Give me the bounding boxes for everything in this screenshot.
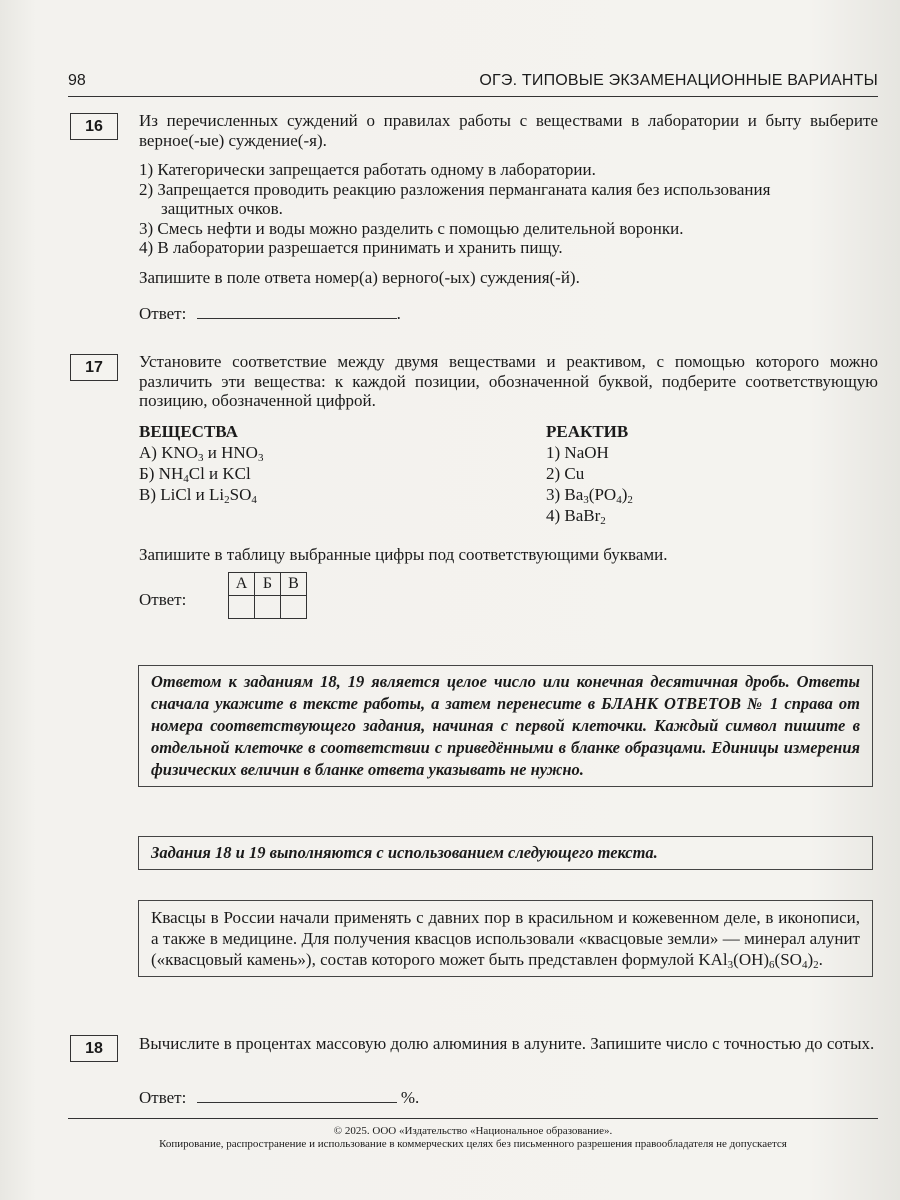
task-16-answer-end: .	[396, 304, 401, 323]
page-footer	[68, 1118, 878, 1151]
reagent-3: 3) $Ba_3(PO_4)_2$	[546, 485, 633, 506]
footer-notice: Копирование, распространение и использование в коммерческих целях без письменного разрешения правообладателя не допускается	[159, 1138, 787, 1150]
task-16-option-4: 4) В лаборатории разрешается принимать и хранить пищу.	[139, 238, 563, 257]
answer-cell-a[interactable]	[229, 596, 255, 619]
substance-c: В) LiCl и $Li_2SO_4$	[139, 485, 257, 506]
reagent-2: 2) Cu	[546, 464, 585, 483]
task-16-option-2: 2) Запрещается проводить реакцию разложения перманганата калия без использования	[139, 179, 771, 199]
reagent-column	[546, 421, 633, 526]
task-16-number: 16	[70, 113, 118, 140]
reagent-4: 4) BaBr$_2$	[546, 506, 606, 527]
task-16-options	[139, 160, 878, 258]
answer-table-header-a: А	[229, 573, 255, 596]
task-17-answer-table	[228, 572, 307, 619]
task-17-number: 17	[70, 354, 118, 381]
task-16-option-3: 3) Смесь нефти и воды можно разделить с помощью делительной воронки.	[139, 218, 684, 238]
answer-table-header-c: В	[281, 573, 307, 596]
reading-passage: Квасцы в России начали применять с давних пор в красильном и кожевенном деле, в иконописи, а также в медицине. Для получения квасцов использовали «квасцовые земли» — минерал алунит («квасцовый камень»), состав которого может быть представлен формулой $KAl_3(OH)_6(SO_4)_2$.	[138, 900, 873, 977]
task-16-answer-field[interactable]	[197, 302, 397, 319]
task-16-option-1: 1) Категорически запрещается работать одному в лаборатории.	[139, 160, 596, 179]
task-16-instruction: Запишите в поле ответа номер(а) верного(-ых) суждения(-й).	[139, 268, 580, 287]
running-title: ОГЭ. ТИПОВЫЕ ЭКЗАМЕНАЦИОННЫЕ ВАРИАНТЫ	[479, 72, 878, 89]
task-18-question: Вычислите в процентах массовую долю алюминия в алуните. Запишите число с точностью до сотых.	[139, 1034, 875, 1053]
reagent-header: РЕАКТИВ	[546, 422, 629, 441]
answer-table-header-b: Б	[255, 573, 281, 596]
passage-intro-note: Задания 18 и 19 выполняются с использованием следующего текста.	[138, 836, 873, 870]
task-18-answer	[139, 1086, 419, 1108]
answer-cell-b[interactable]	[255, 596, 281, 619]
task-18-answer-label: Ответ:	[139, 1088, 187, 1107]
substance-a: А) $KNO_3$ и $HNO_3$	[139, 443, 264, 464]
page-header	[68, 70, 878, 97]
task-16-option-2-cont: защитных очков.	[161, 199, 283, 218]
substance-b: Б) $NH_4Cl$ и KCl	[139, 464, 251, 485]
substances-header: ВЕЩЕСТВА	[139, 422, 238, 441]
substances-column	[139, 421, 263, 505]
answer-cell-c[interactable]	[281, 596, 307, 619]
task-16-question: Из перечисленных суждений о правилах работы с веществами в лаборатории и быту выберите верное(-ые) суждение(-я).	[139, 111, 878, 150]
task-18-answer-field[interactable]	[197, 1086, 397, 1103]
task-16-answer-label: Ответ:	[139, 304, 187, 323]
footer-copyright: © 2025. ООО «Издательство «Национальное образование».	[333, 1125, 613, 1137]
task-18-answer-unit: %.	[400, 1088, 420, 1107]
task-17-question: Установите соответствие между двумя веществами и реактивом, с помощью которого можно различить эти вещества: к каждой позиции, обозначенной буквой, подберите соответствующую позицию, обозначенной цифрой.	[139, 352, 878, 410]
reagent-1: 1) NaOH	[546, 443, 609, 462]
task-17-answer-label: Ответ:	[139, 590, 187, 609]
task-16-answer	[139, 302, 401, 324]
task-18-number: 18	[70, 1035, 118, 1062]
task-17-instruction: Запишите в таблицу выбранные цифры под соответствующими буквами.	[139, 545, 668, 564]
answer-format-note: Ответом к заданиям 18, 19 является целое число или конечная десятичная дробь. Ответы сначала укажите в тексте работы, а затем перенесите в БЛАНК ОТВЕТОВ № 1 справа от номера соответствующего задания, начиная с первой клеточки. Каждый символ пишите в отдельной клеточке в соответствии с приведёнными в бланке образцами. Единицы измерения физических величин в бланке ответа указывать не нужно.	[138, 665, 873, 787]
page-number: 98	[68, 72, 86, 89]
